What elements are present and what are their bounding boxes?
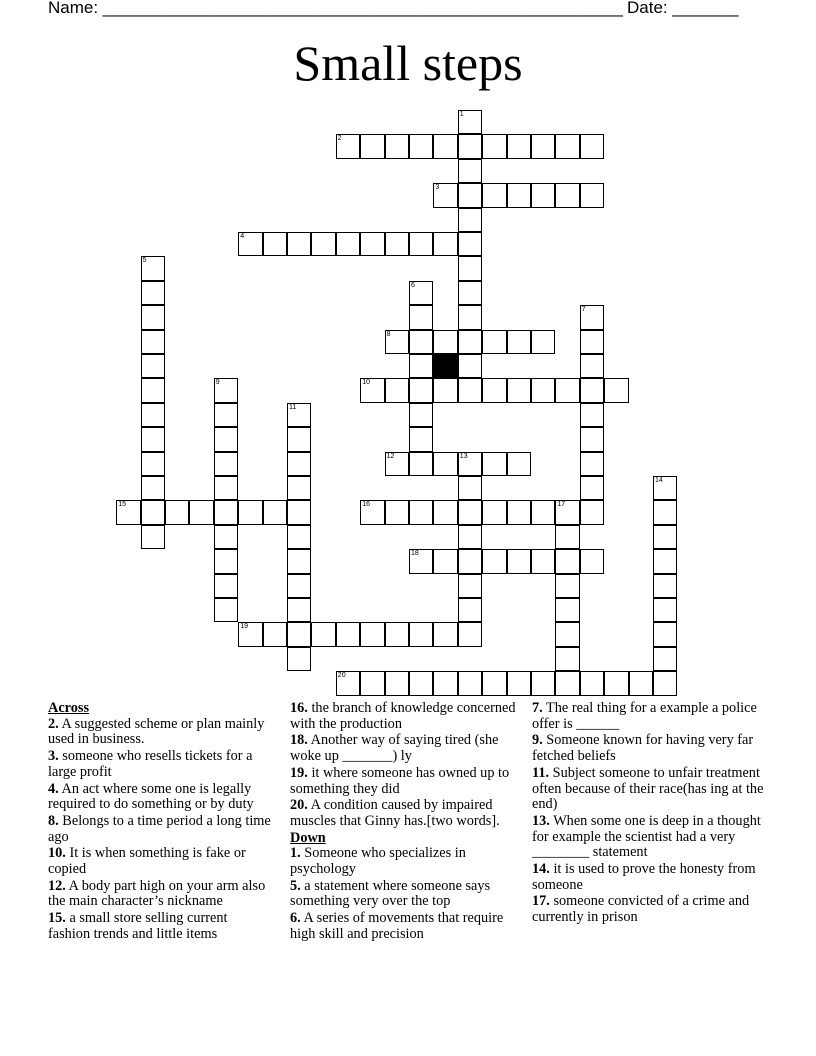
grid-cell[interactable]: [238, 622, 262, 646]
grid-cell[interactable]: [433, 134, 457, 158]
grid-cell[interactable]: [580, 671, 604, 695]
grid-cell[interactable]: [433, 452, 457, 476]
clue-down-6: 6. A series of movements that require high skill and precision: [290, 910, 504, 942]
grid-cell[interactable]: [653, 476, 677, 500]
grid-cell[interactable]: [409, 500, 433, 524]
cell-number: 1: [459, 111, 464, 118]
grid-cell[interactable]: [531, 330, 555, 354]
grid-cell[interactable]: [458, 452, 482, 476]
cell-number: 9: [215, 379, 220, 387]
black-cell: [433, 354, 457, 378]
clue-across-10: 10. It is when something is fake or copied: [48, 845, 246, 878]
clue-across-8: 8. Belongs to a time period a long time ago: [48, 812, 271, 845]
grid-cell[interactable]: [580, 427, 604, 451]
grid-cell[interactable]: [507, 452, 531, 476]
grid-cell[interactable]: [555, 598, 579, 622]
clue-across-16: 16. the branch of knowledge concerned with the production: [290, 700, 516, 732]
grid-cell[interactable]: [458, 232, 482, 256]
grid-cell[interactable]: [409, 134, 433, 158]
clue-down-5: 5. a statement where someone says something very over the top: [290, 877, 491, 910]
grid-cell[interactable]: [555, 378, 579, 402]
clue-across-20: 20. A condition caused by impaired muscles that Ginny has.[two words].: [290, 797, 500, 829]
grid-cell[interactable]: [385, 378, 409, 402]
grid-cell[interactable]: [653, 647, 677, 671]
cell-number: 4: [240, 233, 245, 240]
grid-cell[interactable]: [507, 183, 531, 207]
clue-down-9: 9. Someone known for having very far fetched beliefs: [532, 732, 754, 765]
grid-cell[interactable]: [385, 452, 409, 476]
grid-cell[interactable]: [263, 232, 287, 256]
grid-cell[interactable]: [287, 476, 311, 500]
grid-cell[interactable]: [653, 500, 677, 524]
grid-cell[interactable]: [360, 622, 384, 646]
grid-cell[interactable]: [385, 500, 409, 524]
cell-number: 8: [386, 330, 391, 338]
clue-across-19: 19. it where someone has owned up to something they did: [290, 764, 510, 797]
grid-cell[interactable]: [409, 549, 433, 573]
date-field-label: Date: _______: [627, 0, 739, 17]
grid-cell[interactable]: [141, 378, 165, 402]
cell-number: 11: [289, 403, 297, 411]
grid-cell[interactable]: [580, 476, 604, 500]
cell-number: 17: [557, 501, 566, 509]
grid-cell[interactable]: [360, 671, 384, 695]
grid-cell[interactable]: [287, 647, 311, 671]
grid-cell[interactable]: [287, 622, 311, 646]
grid-cell[interactable]: [458, 378, 482, 402]
grid-cell[interactable]: [214, 403, 238, 427]
grid-cell[interactable]: [360, 232, 384, 256]
grid-cell[interactable]: [458, 208, 482, 232]
grid-cell[interactable]: [555, 183, 579, 207]
grid-cell[interactable]: [580, 378, 604, 402]
grid-cell[interactable]: [409, 427, 433, 451]
grid-cell[interactable]: [433, 549, 457, 573]
grid-cell[interactable]: [458, 525, 482, 549]
grid-cell[interactable]: [141, 330, 165, 354]
grid-cell[interactable]: [458, 354, 482, 378]
grid-cell[interactable]: [458, 500, 482, 524]
grid-cell[interactable]: [141, 403, 165, 427]
grid-cell[interactable]: [214, 427, 238, 451]
grid-cell[interactable]: [311, 232, 335, 256]
grid-cell[interactable]: [580, 452, 604, 476]
clue-across-3: 3. someone who resells tickets for a large profit: [48, 748, 253, 780]
grid-cell[interactable]: [214, 378, 238, 402]
grid-cell[interactable]: [214, 525, 238, 549]
grid-cell[interactable]: [141, 256, 165, 280]
grid-cell[interactable]: [287, 525, 311, 549]
grid-cell[interactable]: [385, 671, 409, 695]
grid-cell[interactable]: [580, 500, 604, 524]
grid-cell[interactable]: [482, 671, 506, 695]
grid-cell[interactable]: [214, 549, 238, 573]
grid-cell[interactable]: [287, 574, 311, 598]
grid-cell[interactable]: [531, 549, 555, 573]
grid-cell[interactable]: [214, 452, 238, 476]
grid-cell[interactable]: [360, 134, 384, 158]
grid-cell[interactable]: [458, 598, 482, 622]
grid-cell[interactable]: [458, 671, 482, 695]
grid-cell[interactable]: [458, 281, 482, 305]
grid-cell[interactable]: [458, 622, 482, 646]
grid-cell[interactable]: [507, 134, 531, 158]
grid-cell[interactable]: [214, 574, 238, 598]
cell-number: 13: [459, 452, 468, 460]
grid-cell[interactable]: [287, 598, 311, 622]
grid-cell[interactable]: [214, 500, 238, 524]
grid-cell[interactable]: [385, 330, 409, 354]
grid-cell[interactable]: [653, 622, 677, 646]
grid-cell[interactable]: [458, 134, 482, 158]
grid-cell[interactable]: [263, 500, 287, 524]
clue-down-1: 1. Someone who specializes in psychology: [290, 845, 466, 878]
grid-cell[interactable]: [458, 159, 482, 183]
grid-cell[interactable]: [458, 110, 482, 134]
grid-cell[interactable]: [653, 598, 677, 622]
grid-cell[interactable]: [604, 378, 628, 402]
cell-number: 6: [411, 281, 415, 289]
grid-cell[interactable]: [555, 671, 579, 695]
grid-cell[interactable]: [482, 500, 506, 524]
grid-cell[interactable]: [580, 305, 604, 329]
grid-cell[interactable]: [409, 452, 433, 476]
grid-cell[interactable]: [555, 134, 579, 158]
grid-cell[interactable]: [433, 232, 457, 256]
grid-cell[interactable]: [482, 549, 506, 573]
grid-cell[interactable]: [287, 452, 311, 476]
grid-cell[interactable]: [482, 134, 506, 158]
grid-cell[interactable]: [287, 232, 311, 256]
grid-cell[interactable]: [555, 525, 579, 549]
clues-column-1: [48, 701, 273, 944]
grid-cell[interactable]: [141, 427, 165, 451]
grid-cell[interactable]: [555, 500, 579, 524]
grid-cell[interactable]: [409, 281, 433, 305]
cell-number: 10: [362, 379, 370, 387]
grid-cell[interactable]: [653, 671, 677, 695]
grid-cell[interactable]: [287, 549, 311, 573]
grid-cell[interactable]: [482, 378, 506, 402]
grid-cell[interactable]: [433, 671, 457, 695]
grid-cell[interactable]: [287, 403, 311, 427]
grid-cell[interactable]: [189, 500, 213, 524]
cell-number: 18: [411, 550, 419, 558]
grid-cell[interactable]: [580, 134, 604, 158]
cell-number: 15: [118, 501, 126, 509]
grid-cell[interactable]: [507, 500, 531, 524]
grid-cell[interactable]: [116, 500, 140, 524]
page-title: Small steps: [293, 35, 523, 91]
grid-cell[interactable]: [507, 671, 531, 695]
grid-cell[interactable]: [458, 305, 482, 329]
grid-cell[interactable]: [141, 500, 165, 524]
grid-cell[interactable]: [238, 500, 262, 524]
grid-cell[interactable]: [580, 183, 604, 207]
clue-across-12: 12. A body part high on your arm also the main character’s nickname: [48, 877, 266, 910]
grid-cell[interactable]: [336, 134, 360, 158]
clues-column-3: [532, 701, 772, 927]
grid-cell[interactable]: [433, 622, 457, 646]
grid-cell[interactable]: [507, 330, 531, 354]
grid-cell[interactable]: [287, 427, 311, 451]
grid-cell[interactable]: [458, 476, 482, 500]
cell-number: 14: [655, 477, 663, 484]
cell-number: 5: [142, 257, 147, 265]
cell-number: 19: [240, 623, 248, 631]
grid-cell[interactable]: [385, 232, 409, 256]
grid-cell[interactable]: [409, 330, 433, 354]
grid-cell[interactable]: [141, 305, 165, 329]
grid-cell[interactable]: [360, 378, 384, 402]
cell-number: 7: [581, 306, 586, 314]
grid-cell[interactable]: [531, 134, 555, 158]
grid-cell[interactable]: [580, 330, 604, 354]
grid-cell[interactable]: [336, 671, 360, 695]
grid-cell[interactable]: [311, 622, 335, 646]
grid-cell[interactable]: [409, 671, 433, 695]
grid-cell[interactable]: [580, 354, 604, 378]
grid-cell[interactable]: [531, 671, 555, 695]
grid-cell[interactable]: [555, 574, 579, 598]
grid-cell[interactable]: [141, 354, 165, 378]
grid-cell[interactable]: [141, 476, 165, 500]
clue-across-18: 18. Another way of saying tired (she woke up _______) ly: [290, 732, 499, 765]
grid-cell[interactable]: [531, 500, 555, 524]
grid-cell[interactable]: [409, 232, 433, 256]
grid-cell[interactable]: [458, 330, 482, 354]
grid-cell[interactable]: [165, 500, 189, 524]
grid-cell[interactable]: [531, 378, 555, 402]
grid-cell[interactable]: [482, 452, 506, 476]
grid-cell[interactable]: [433, 378, 457, 402]
cell-number: 16: [362, 501, 370, 509]
grid-cell[interactable]: [555, 549, 579, 573]
clue-down-17: 17. someone convicted of a crime and currently in prison: [532, 893, 750, 926]
grid-cell[interactable]: [458, 574, 482, 598]
grid-cell[interactable]: [653, 549, 677, 573]
cell-number: 20: [337, 672, 346, 680]
grid-cell[interactable]: [385, 622, 409, 646]
grid-cell[interactable]: [555, 647, 579, 671]
cell-number: 2: [337, 135, 342, 143]
clue-across-2: 2. A suggested scheme or plan mainly used in business.: [48, 715, 265, 748]
grid-cell[interactable]: [409, 403, 433, 427]
grid-cell[interactable]: [555, 622, 579, 646]
grid-cell[interactable]: [507, 549, 531, 573]
clue-down-14: 14. it is used to prove the honesty from someone: [532, 861, 756, 893]
grid-cell[interactable]: [604, 671, 628, 695]
grid-cell[interactable]: [458, 549, 482, 573]
clue-down-11: 11. Subject someone to unfair treatment often because of their race(has ing at the end): [532, 764, 764, 813]
grid-cell[interactable]: [360, 500, 384, 524]
grid-cell[interactable]: [433, 183, 457, 207]
grid-cell[interactable]: [409, 378, 433, 402]
grid-cell[interactable]: [653, 574, 677, 598]
clue-down-13: 13. When some one is deep in a thought for example the scientist had a very ________ statement: [532, 812, 761, 861]
grid-cell[interactable]: [653, 525, 677, 549]
grid-cell[interactable]: [336, 232, 360, 256]
grid-cell[interactable]: [409, 305, 433, 329]
grid-cell[interactable]: [629, 671, 653, 695]
across-heading: Across: [48, 700, 90, 716]
grid-cell[interactable]: [214, 598, 238, 622]
grid-cell[interactable]: [531, 183, 555, 207]
grid-cell[interactable]: [214, 476, 238, 500]
grid-cell[interactable]: [238, 232, 262, 256]
cell-number: 3: [435, 184, 440, 192]
grid-cell[interactable]: [433, 500, 457, 524]
grid-cell[interactable]: [263, 622, 287, 646]
grid-cell[interactable]: [336, 622, 360, 646]
grid-cell[interactable]: [141, 281, 165, 305]
grid-cell[interactable]: [482, 183, 506, 207]
name-field-label: Name: _______________________________________________________: [48, 0, 623, 17]
grid-cell[interactable]: [409, 622, 433, 646]
grid-cell[interactable]: [141, 452, 165, 476]
clue-across-15: 15. a small store selling current fashion trends and little items: [48, 910, 228, 942]
cell-number: 12: [386, 452, 395, 460]
clues-column-2: [290, 701, 522, 944]
grid-cell[interactable]: [287, 500, 311, 524]
grid-cell[interactable]: [482, 330, 506, 354]
grid-cell[interactable]: [458, 183, 482, 207]
grid-cell[interactable]: [433, 330, 457, 354]
grid-cell[interactable]: [580, 549, 604, 573]
grid-cell[interactable]: [580, 403, 604, 427]
grid-cell[interactable]: [409, 354, 433, 378]
grid-cell[interactable]: [507, 378, 531, 402]
grid-cell[interactable]: [458, 256, 482, 280]
grid-cell[interactable]: [385, 134, 409, 158]
clue-down-7: 7. The real thing for a example a police offer is ______: [532, 700, 757, 732]
down-heading: Down: [290, 829, 326, 846]
grid-cell[interactable]: [141, 525, 165, 549]
clue-across-4: 4. An act where some one is legally required to do something or by duty: [48, 780, 254, 813]
